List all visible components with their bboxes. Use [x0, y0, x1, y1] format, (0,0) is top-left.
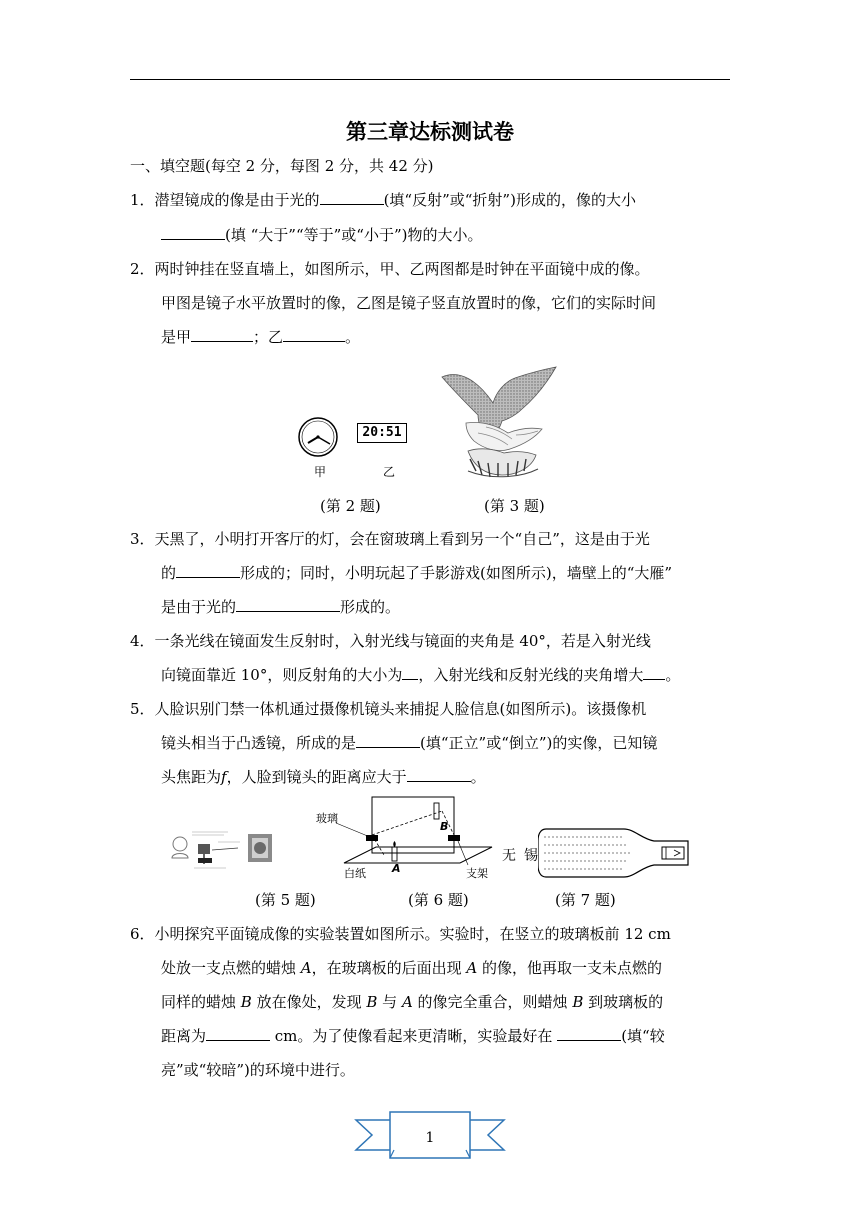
- answer-blank[interactable]: [356, 733, 420, 748]
- hand-shadow-figure: [438, 363, 560, 481]
- fig6-label-stand: 支架: [466, 867, 488, 880]
- question-3-line-3: 是由于光的 形成的。: [161, 598, 401, 616]
- answer-blank[interactable]: [402, 665, 418, 680]
- analog-clock-figure: [296, 415, 340, 459]
- fig6-label-A: A: [392, 862, 401, 875]
- answer-blank[interactable]: [283, 327, 345, 342]
- question-3-line-1: 3．天黑了，小明打开客厅的灯，会在窗玻璃上看到另一个“自己”，这是由于光: [130, 530, 650, 548]
- fig6-label-B: B: [440, 820, 449, 833]
- question-4-line-2: 向镜面靠近 10°，则反射角的大小为 ，入射光线和反射光线的夹角增大 。: [161, 666, 681, 684]
- answer-blank[interactable]: [206, 1026, 270, 1041]
- question-number: 5．: [130, 700, 155, 718]
- fig6-label-paper: 白纸: [344, 867, 366, 880]
- answer-blank[interactable]: [557, 1026, 621, 1041]
- digital-clock-figure: [357, 423, 407, 443]
- page-title: 第三章达标测试卷: [346, 120, 514, 144]
- question-6-line-5: 亮”或“较暗”)的环境中进行。: [161, 1061, 355, 1079]
- fig7-text-a: 无: [502, 848, 516, 864]
- answer-blank[interactable]: [643, 665, 665, 680]
- question-6-line-2: 处放一支点燃的蜡烛 A，在玻璃板的后面出现 A 的像，他再取一支未点燃的: [161, 959, 663, 977]
- face-recognition-figure: [168, 822, 286, 874]
- answer-blank[interactable]: [176, 563, 240, 578]
- bottle-figure: [538, 823, 698, 883]
- question-number: 6．: [130, 925, 155, 943]
- fig7-text-b: 锡: [524, 848, 538, 864]
- question-2-line-3: 是甲 ；乙 。: [161, 328, 361, 346]
- question-3-line-2: 的 形成的；同时，小明玩起了手影游戏(如图所示)，墙壁上的“大雁”: [161, 564, 673, 582]
- question-6-line-3: 同样的蜡烛 B 放在像处，发现 B 与 A 的像完全重合，则蜡烛 B 到玻璃板的: [161, 993, 664, 1011]
- caption-q7: (第 7 题): [555, 891, 616, 909]
- caption-q6: (第 6 题): [408, 891, 469, 909]
- question-5-line-2: 镜头相当于凸透镜，所成的是 (填“正立”或“倒立”)的实像，已知镜: [161, 734, 658, 752]
- question-6-line-4: 距离为 cm。为了使像看起来更清晰，实验最好在 (填“较: [161, 1027, 665, 1045]
- caption-q3: (第 3 题): [484, 497, 545, 515]
- answer-blank[interactable]: [236, 597, 340, 612]
- caption-q2: (第 2 题): [320, 497, 381, 515]
- question-2-line-1: 2．两时钟挂在竖直墙上，如图所示，甲、乙两图都是时钟在平面镜中成的像。: [130, 260, 650, 278]
- answer-blank[interactable]: [191, 327, 253, 342]
- answer-blank[interactable]: [320, 190, 384, 205]
- section-heading: 一、填空题(每空 2 分，每图 2 分，共 42 分): [130, 157, 434, 175]
- digital-clock-readout: 20:51: [362, 425, 402, 440]
- page-number: 1: [425, 1130, 435, 1146]
- question-4-line-1: 4．一条光线在镜面发生反射时，入射光线与镜面的夹角是 40°，若是入射光线: [130, 632, 651, 650]
- caption-q5: (第 5 题): [255, 891, 316, 909]
- clock-label-jia: 甲: [314, 465, 327, 479]
- question-5-line-1: 5．人脸识别门禁一体机通过摄像机镜头来捕捉人脸信息(如图所示)。该摄像机: [130, 700, 647, 718]
- question-5-line-3: 头焦距为f，人脸到镜头的距离应大于 。: [161, 768, 486, 786]
- question-6-line-1: 6．小明探究平面镜成像的实验装置如图所示。实验时，在竖立的玻璃板前 12 cm: [130, 925, 671, 943]
- answer-blank[interactable]: [161, 225, 225, 240]
- fig6-label-glass: 玻璃: [316, 812, 338, 825]
- question-1-line-2: (填 “大于”“等于”或“小于”)物的大小。: [161, 225, 482, 245]
- question-number: 1．: [130, 191, 155, 209]
- question-number: 2．: [130, 260, 155, 278]
- clock-label-yi: 乙: [383, 465, 396, 479]
- question-2-line-2: 甲图是镜子水平放置时的像，乙图是镜子竖直放置时的像，它们的实际时间: [161, 294, 657, 312]
- question-1-line-1: 1．潜望镜成的像是由于光的 (填“反射”或“折射”)形成的，像的大小: [130, 191, 636, 209]
- question-number: 3．: [130, 530, 155, 548]
- question-number: 4．: [130, 632, 155, 650]
- header-rule: [130, 79, 730, 80]
- answer-blank[interactable]: [407, 767, 471, 782]
